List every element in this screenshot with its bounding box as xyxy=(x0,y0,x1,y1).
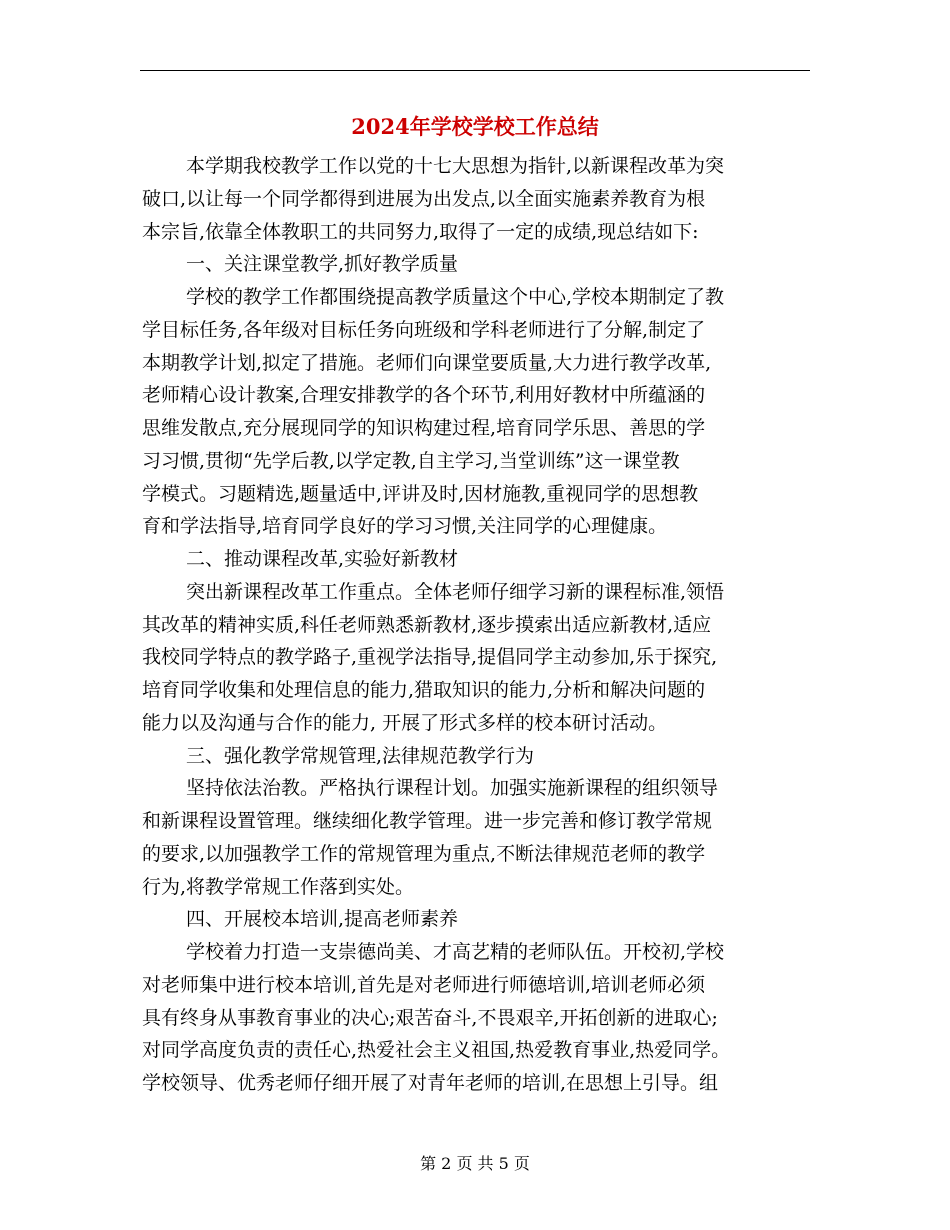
text-line: 其改革的精神实质,科任老师熟悉新教材,逐步摸索出适应新教材,适应 xyxy=(142,613,712,636)
text-line: 本学期我校教学工作以党的十七大思想为指针,以新课程改革为突 xyxy=(186,155,725,177)
header-rule xyxy=(140,70,810,71)
text-line: 育和学法指导,培育同学良好的学习习惯,关注同学的心理健康。 xyxy=(142,515,668,538)
text-line: 学校领导、优秀老师仔细开展了对青年老师的培训,在思想上引导。组 xyxy=(142,1072,719,1094)
text-line: 本宗旨,依靠全体教职工的共同努力,取得了一定的成绩,现总结如下: xyxy=(142,220,699,243)
text-line: 习习惯,贯彻“先学后教,以学定教,自主学习,当堂训练”这一课堂教 xyxy=(142,449,680,472)
text-line: 三、强化教学常规管理,法律规范教学行为 xyxy=(186,744,535,767)
text-line: 学校的教学工作都围绕提高教学质量这个中心,学校本期制定了教 xyxy=(186,286,725,308)
document-title: 2024年学校学校工作总结 xyxy=(351,114,599,139)
text-line: 突出新课程改革工作重点。全体老师仔细学习新的课程标准,领悟 xyxy=(186,580,725,603)
text-line: 对老师集中进行校本培训,首先是对老师进行师德培训,培训老师必须 xyxy=(142,973,706,996)
text-line: 能力以及沟通与合作的能力, 开展了形式多样的校本研讨活动。 xyxy=(142,711,668,734)
text-line: 培育同学收集和处理信息的能力,猎取知识的能力,分析和解决问题的 xyxy=(142,679,706,701)
text-line: 一、关注课堂教学,抓好教学质量 xyxy=(186,253,459,276)
document-body xyxy=(142,150,814,1100)
page-footer: 第 2 页 共 5 页 xyxy=(420,1154,530,1173)
text-line: 学校着力打造一支崇德尚美、才高艺精的老师队伍。开校初,学校 xyxy=(186,941,725,963)
text-line: 破口,以让每一个同学都得到进展为出发点,以全面实施素养教育为根 xyxy=(142,187,706,210)
text-line: 行为,将教学常规工作落到实处。 xyxy=(142,875,415,898)
text-line: 学模式。习题精选,题量适中,评讲及时,因材施教,重视同学的思想教 xyxy=(142,482,699,505)
text-line: 的要求,以加强教学工作的常规管理为重点,不断法律规范老师的教学 xyxy=(142,842,706,865)
text-line: 和新课程设置管理。继续细化教学管理。进一步完善和修订教学常规 xyxy=(142,810,713,832)
text-line: 思维发散点,充分展现同学的知识构建过程,培育同学乐思、善思的学 xyxy=(142,417,706,439)
text-line: 我校同学特点的教学路子,重视学法指导,提倡同学主动参加,乐于探究, xyxy=(142,646,718,669)
text-line: 四、开展校本培训,提高老师素养 xyxy=(186,908,459,931)
text-line: 对同学高度负责的责任心,热爱社会主义祖国,热爱教育事业,热爱同学。 xyxy=(142,1039,731,1062)
text-line: 二、推动课程改革,实验好新教材 xyxy=(186,548,459,570)
text-line: 坚持依法治教。严格执行课程计划。加强实施新课程的组织领导 xyxy=(186,777,719,800)
text-line: 具有终身从事教育事业的决心;艰苦奋斗,不畏艰辛,开拓创新的进取心; xyxy=(142,1006,718,1029)
text-line: 老师精心设计教案,合理安排教学的各个环节,利用好教材中所蕴涵的 xyxy=(142,384,706,407)
text-line: 本期教学计划,拟定了措施。老师们向课堂要质量,大力进行教学改革, xyxy=(142,351,712,374)
text-line: 学目标任务,各年级对目标任务向班级和学科老师进行了分解,制定了 xyxy=(142,318,706,341)
